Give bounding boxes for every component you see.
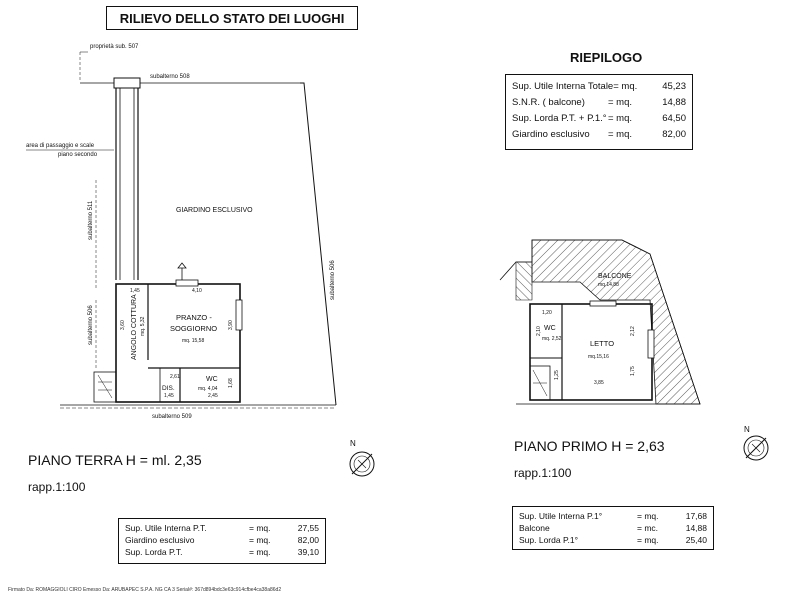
area-row-label: Giardino esclusivo — [125, 535, 195, 545]
summary-row-value: 82,00 — [662, 129, 686, 140]
label-first-wc: WC — [544, 325, 556, 332]
area-row — [125, 522, 319, 534]
area-row-value: 27,55 — [297, 523, 319, 533]
summary-row-unit: = mq. — [608, 129, 633, 140]
first-floor-area-table — [512, 506, 714, 550]
label-wc: WC — [206, 376, 218, 383]
summary-row-label: S.N.R. ( balcone) — [512, 97, 585, 108]
summary-title: RIEPILOGO — [570, 50, 643, 65]
area-row-value: 25,40 — [685, 535, 707, 545]
dim-label: 1,45 — [164, 393, 174, 399]
area-row-value: 17,68 — [685, 511, 707, 521]
label-first-wc-area: mq. 2,52 — [542, 336, 562, 342]
label-living-2: SOGGIORNO — [170, 324, 218, 333]
summary-row-label: Sup. Lorda P.T. + P.1.° — [512, 113, 607, 124]
label-bedroom: LETTO — [590, 339, 615, 348]
dim-label: 2,61 — [170, 374, 180, 380]
dim-label: 1,75 — [630, 366, 636, 376]
north-letter: N — [350, 439, 356, 448]
label-dis: DIS. — [162, 385, 175, 392]
label-living-1: PRANZO - — [176, 313, 212, 322]
summary-row-label: Sup. Utile Interna Totale — [512, 81, 614, 92]
label-cooking-corner: ANGOLO COTTURA — [131, 294, 138, 360]
area-row-label: Sup. Lorda P.T. — [125, 547, 183, 557]
ground-floor-stairs — [94, 372, 116, 402]
area-row-unit: = mq. — [249, 523, 271, 533]
area-row-unit: = mc. — [637, 523, 659, 533]
north-letter: N — [744, 425, 750, 434]
area-row — [519, 510, 707, 522]
label-sub-506-right: subalterno 506 — [330, 260, 336, 300]
label-cooking-area: mq. 5,32 — [140, 316, 146, 336]
ground-floor-area-table — [118, 518, 326, 564]
summary-row-value: 45,23 — [662, 81, 686, 92]
north-arrow-icon — [744, 425, 768, 460]
area-row-label: Sup. Lorda P.1° — [519, 535, 579, 545]
first-floor-scale: rapp.1:100 — [514, 466, 572, 480]
label-sub-511: subalterno 511 — [88, 200, 94, 240]
dim-label: 2,45 — [208, 393, 218, 399]
summary-row-label: Giardino esclusivo — [512, 129, 590, 140]
area-row-unit: = mq. — [249, 547, 271, 557]
area-row-label: Balcone — [519, 523, 550, 533]
area-row-value: 39,10 — [297, 547, 319, 557]
summary-row-unit: = mq. — [613, 81, 638, 92]
dim-label: 3,60 — [120, 320, 126, 330]
summary-row-unit: = mq. — [608, 113, 633, 124]
first-floor-label: PIANO PRIMO H = 2,63 — [514, 438, 665, 454]
area-row — [125, 546, 319, 558]
dim-label: 3,90 — [228, 320, 234, 330]
area-row — [519, 534, 707, 546]
dim-label: 2,10 — [536, 326, 542, 336]
ground-floor-scale: rapp.1:100 — [28, 480, 86, 494]
area-row — [125, 534, 319, 546]
label-passage-1: area di passaggio e scale — [26, 143, 95, 149]
dim-label: 3,85 — [594, 380, 604, 386]
area-row-unit: = mq. — [637, 511, 659, 521]
dim-label: 4,10 — [192, 288, 202, 294]
first-floor-rooms-outline — [530, 304, 652, 400]
label-sub-506-left: subalterno 506 — [88, 305, 94, 345]
area-row — [519, 522, 707, 534]
label-living-area: mq. 15,58 — [182, 338, 205, 344]
label-sub-508-top: subalterno 508 — [150, 74, 190, 80]
ground-floor-plan — [26, 52, 336, 408]
dim-label: 1,20 — [542, 310, 552, 316]
label-sub-509: subalterno 509 — [152, 414, 192, 420]
drawing-title-text: RILIEVO DELLO STATO DEI LUOGHI — [119, 10, 345, 26]
north-arrow-icon — [350, 439, 374, 476]
area-row-label: Sup. Utile Interna P.T. — [125, 523, 207, 533]
area-row-label: Sup. Utile Interna P.1° — [519, 511, 603, 521]
area-row-value: 14,88 — [685, 523, 707, 533]
dim-label: 2,12 — [630, 326, 636, 336]
area-row-unit: = mq. — [637, 535, 659, 545]
label-balcony: BALCONE — [598, 273, 632, 280]
label-garden: GIARDINO ESCLUSIVO — [176, 207, 253, 214]
ground-floor-labels — [26, 44, 336, 420]
garden-boundary — [300, 83, 336, 405]
digital-signature-footer: Firmato Da: ROMAGGIOLI CIRO Emesso Da: ARUBAPEC S.P.A. NG CA 3 Serial#: 367d894bdc3e63c914cfbe4ca38a86d2 — [8, 587, 282, 593]
ground-floor-label: PIANO TERRA H = ml. 2,35 — [28, 452, 202, 468]
area-row-unit: = mq. — [249, 535, 271, 545]
dim-label: 1,45 — [130, 288, 140, 294]
summary-row-unit: = mq. — [608, 97, 633, 108]
summary-row-value: 64,50 — [662, 113, 686, 124]
dim-label: 1,25 — [554, 370, 560, 380]
dim-label: 1,68 — [228, 378, 234, 388]
label-passage-2: piano secondo — [58, 152, 98, 158]
label-wc-area: mq. 4,04 — [198, 386, 218, 392]
summary-row-value: 14,88 — [662, 97, 686, 108]
label-proprieta-507: proprietà sub. 507 — [90, 44, 139, 50]
area-row-value: 82,00 — [297, 535, 319, 545]
label-bedroom-area: mq.15,16 — [588, 354, 609, 360]
label-balcony-area: mq.14,88 — [598, 282, 619, 288]
